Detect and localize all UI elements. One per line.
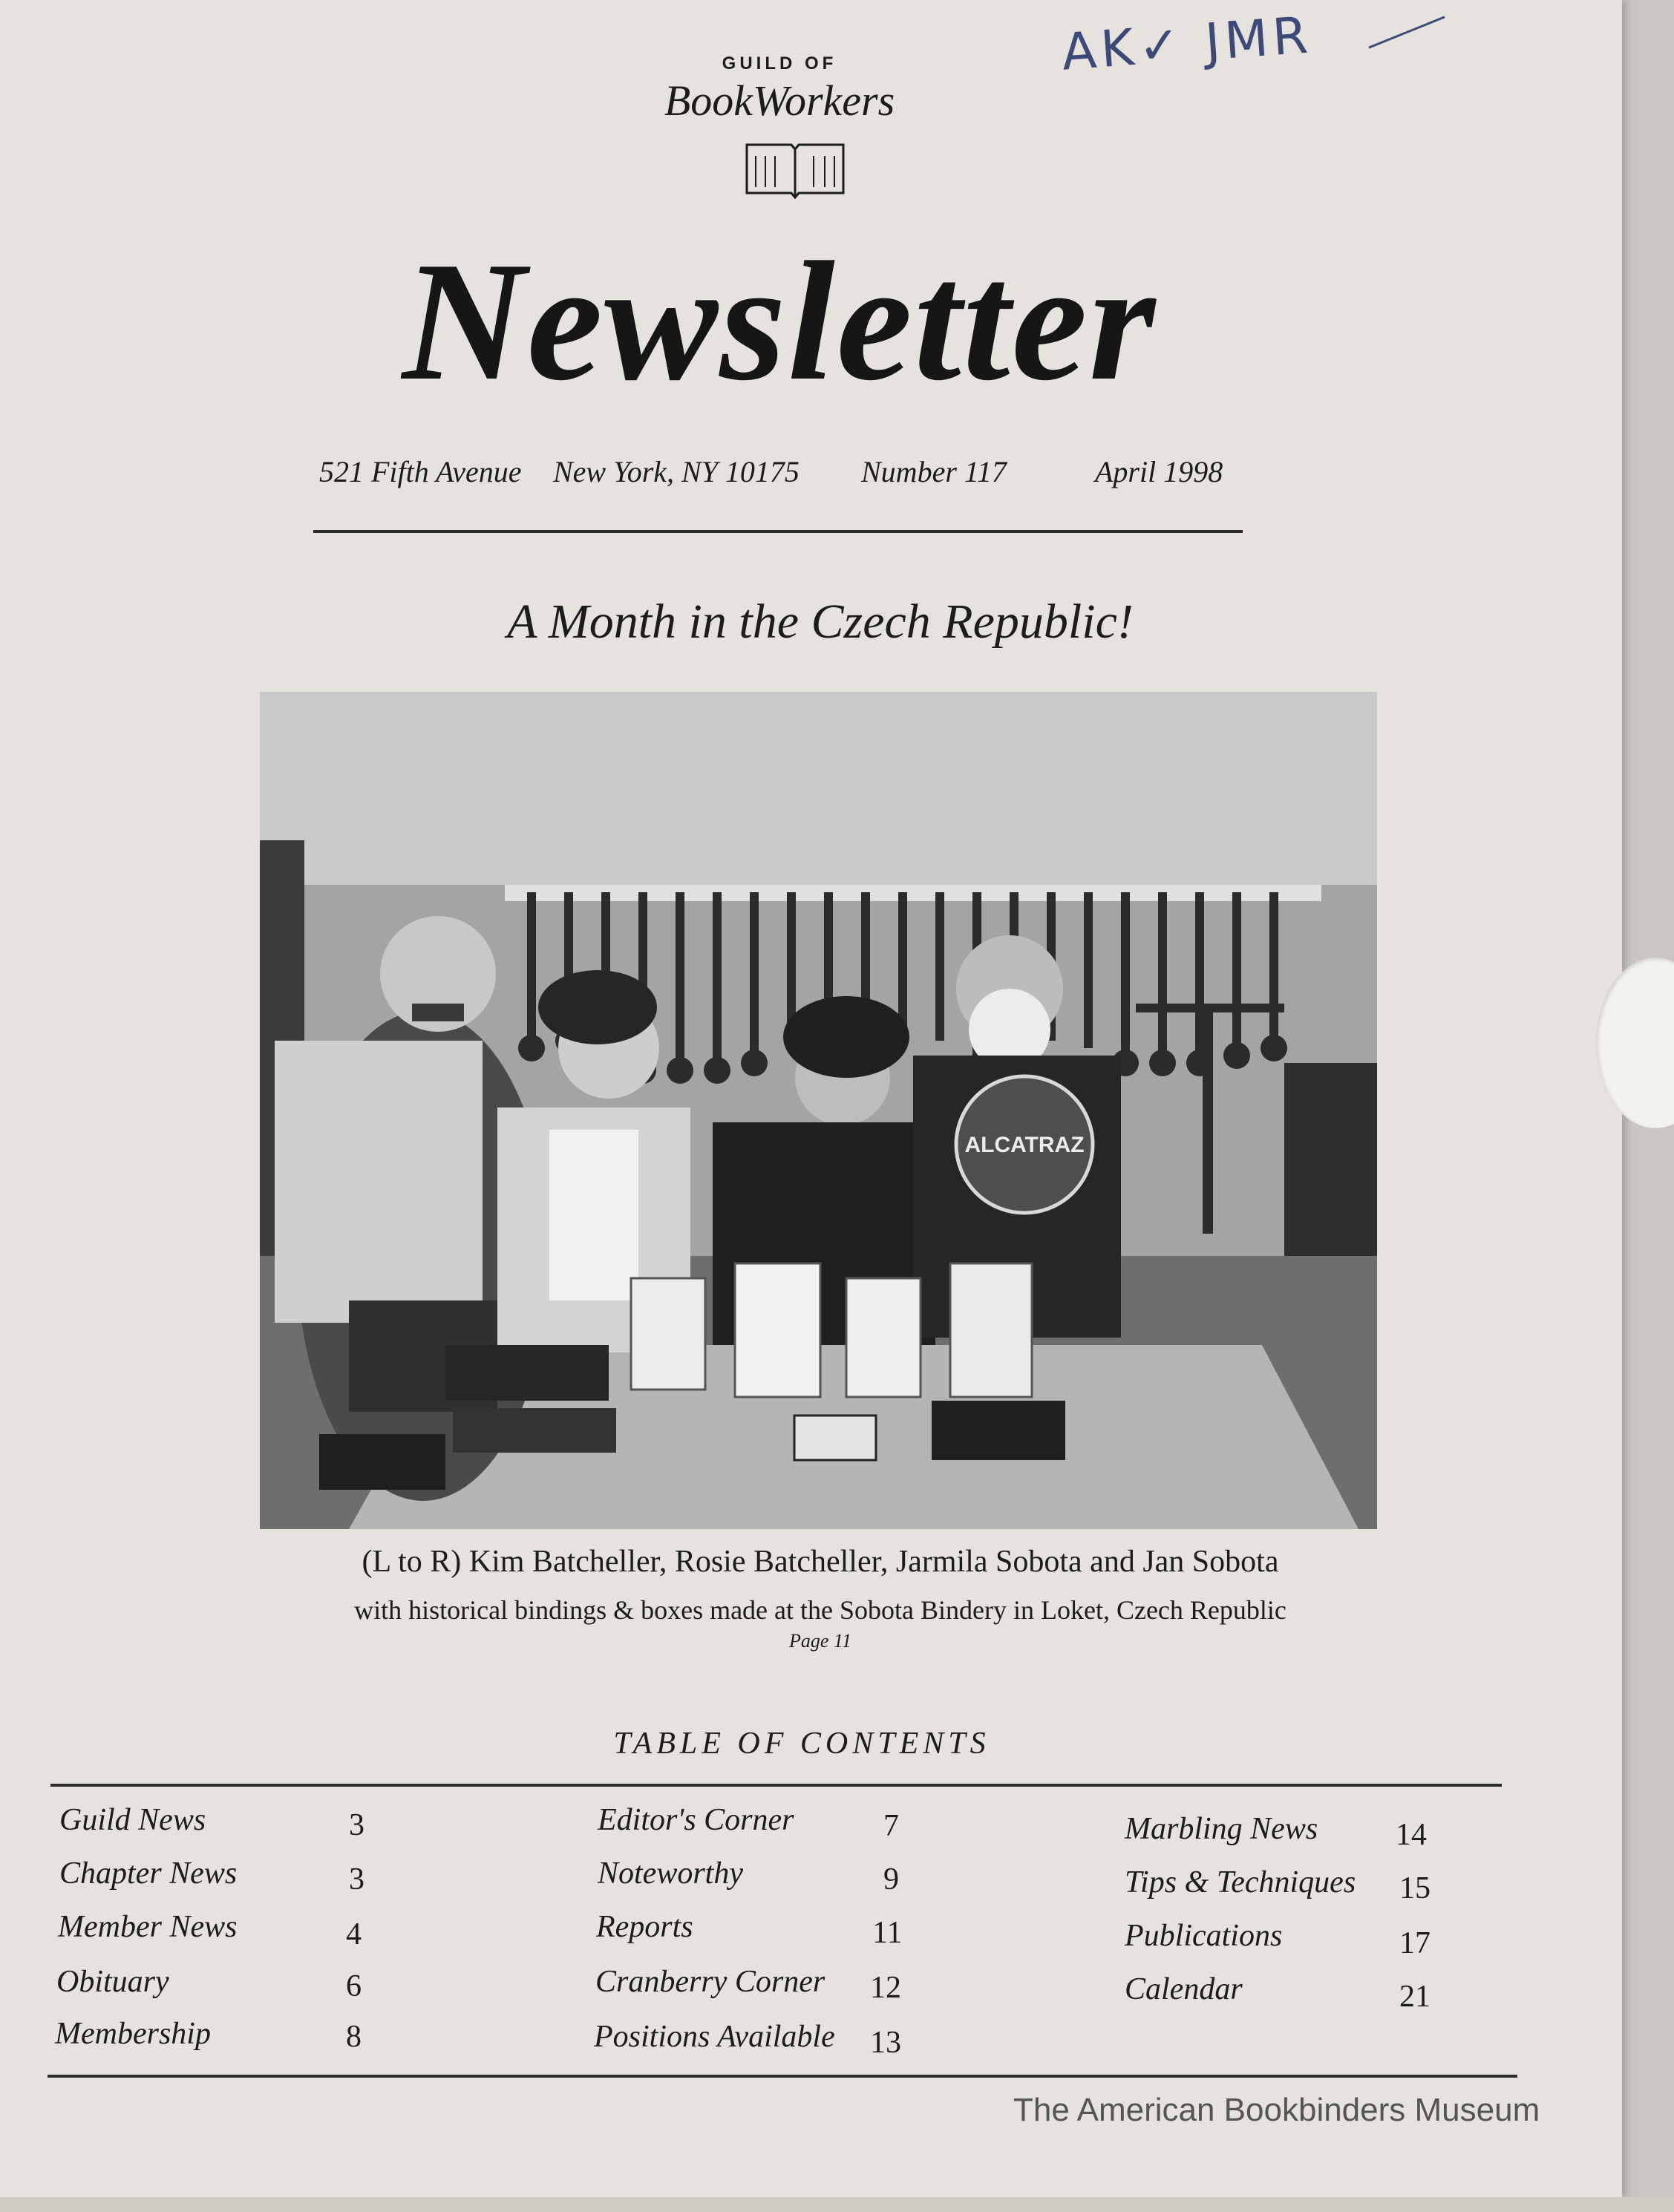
photo-caption-names: (L to R) Kim Batcheller, Rosie Batcheller, Jarmila Sobota and Jan Sobota (362, 1545, 1279, 1579)
issue-number: Number 117 (861, 455, 1007, 488)
toc-item-page: 6 (346, 1969, 362, 2003)
toc-item-label: Guild News (59, 1803, 206, 1837)
masthead-divider (313, 530, 1243, 533)
toc-item-label: Reports (596, 1910, 693, 1944)
cover-photo (260, 692, 1377, 1529)
toc-item-page: 15 (1399, 1871, 1431, 1905)
masthead-title: Newsletter (402, 226, 1157, 416)
toc-item-page: 21 (1399, 1980, 1431, 2014)
toc-item-label: Positions Available (594, 2020, 835, 2054)
toc-item-label: Membership (55, 2017, 211, 2051)
toc-item-page: 3 (349, 1808, 364, 1842)
guild-name: BookWorkers (664, 76, 895, 125)
photo-caption-description: with historical bindings & boxes made at the Sobota Bindery in Loket, Czech Republic (354, 1595, 1286, 1625)
toc-top-rule (50, 1784, 1502, 1787)
background-surface (0, 2197, 1674, 2212)
toc-item-page: 8 (346, 2020, 362, 2054)
toc-item-label: Noteworthy (598, 1856, 743, 1891)
toc-title: TABLE OF CONTENTS (613, 1727, 990, 1761)
toc-item-label: Editor's Corner (598, 1803, 794, 1837)
handwritten-checkmark (1368, 16, 1445, 49)
toc-item-label: Member News (58, 1910, 238, 1944)
photo-caption-page-ref: Page 11 (789, 1630, 851, 1652)
toc-item-label: Marbling News (1125, 1812, 1318, 1846)
toc-item-page: 14 (1396, 1818, 1427, 1852)
toc-bottom-rule (48, 2075, 1517, 2078)
toc-item-label: Cranberry Corner (595, 1965, 825, 1999)
issue-date: April 1998 (1095, 455, 1223, 488)
toc-item-page: 11 (872, 1916, 903, 1950)
toc-item-page: 13 (870, 2026, 901, 2060)
toc-item-label: Tips & Techniques (1125, 1865, 1356, 1899)
museum-watermark: The American Bookbinders Museum (1013, 2092, 1540, 2128)
toc-item-page: 12 (870, 1971, 901, 2005)
address-line: 521 Fifth Avenue (319, 455, 522, 488)
toc-item-label: Chapter News (59, 1856, 238, 1891)
open-book-logo-icon (739, 134, 851, 200)
toc-item-page: 4 (346, 1917, 362, 1951)
cover-headline: A Month in the Czech Republic! (507, 595, 1134, 649)
shirt-text: ALCATRAZ (964, 1133, 1085, 1157)
toc-item-page: 3 (349, 1862, 364, 1897)
guild-of-label: GUILD OF (722, 53, 837, 73)
toc-item-page: 9 (883, 1862, 899, 1897)
toc-item-label: Obituary (56, 1965, 169, 1999)
toc-item-label: Publications (1125, 1919, 1283, 1953)
city-line: New York, NY 10175 (553, 455, 800, 488)
handwritten-initials: AK✓ JMR (1059, 6, 1315, 82)
toc-item-page: 17 (1399, 1926, 1431, 1960)
toc-item-page: 7 (883, 1809, 899, 1843)
toc-item-label: Calendar (1125, 1972, 1243, 2006)
